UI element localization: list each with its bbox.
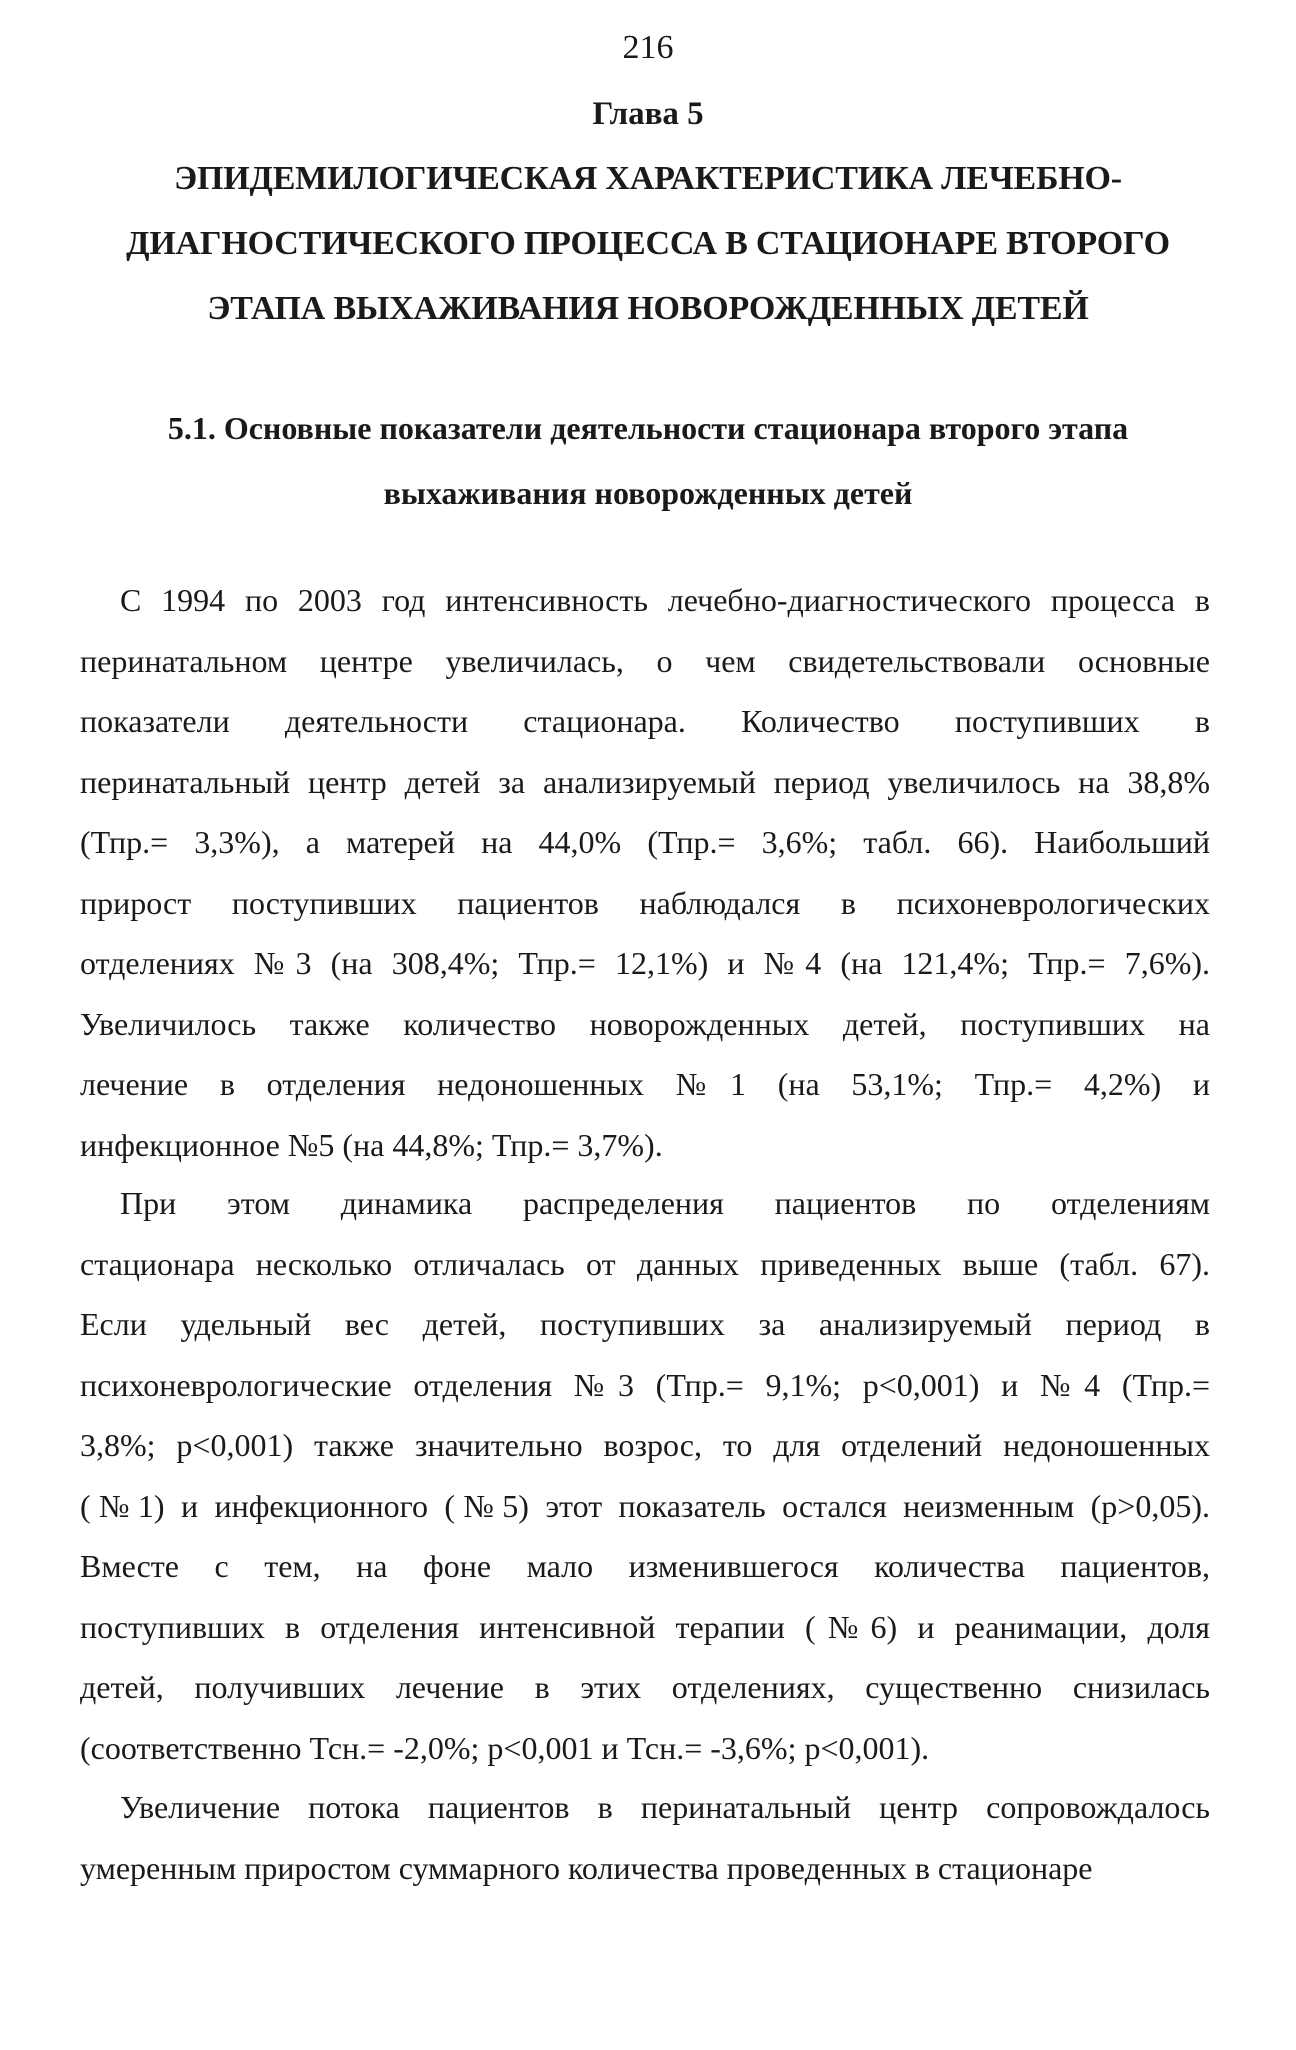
text-line: поступивших в отделения интенсивной терапии (№6) и реанимации, доля: [80, 1608, 1210, 1645]
page-number: 216: [622, 29, 674, 66]
text-line: (соответственно Тсн.= -2,0%; p<0,001 и Тсн.= -3,6%; p<0,001).: [80, 1729, 930, 1766]
paragraph-2: [80, 1173, 1210, 1778]
paragraph-3: [80, 1777, 1210, 1898]
text-line: Вместе с тем, на фоне мало изменившегося количества пациентов,: [80, 1548, 1210, 1584]
text-line: психоневрологические отделения №3 (Тпр.= 9,1%; p<0,001) и №4 (Тпр.=: [80, 1366, 1210, 1403]
text-line: лечение в отделения недоношенных №1 (на 53,1%; Тпр.= 4,2%) и: [80, 1066, 1210, 1102]
section-title-line: выхаживания новорожденных детей: [383, 475, 913, 511]
chapter-title: [80, 146, 1216, 341]
text-line: (Тпр.= 3,3%), а матерей на 44,0% (Тпр.= 3,6%; табл. 66). Наибольший: [80, 824, 1210, 860]
chapter-label: Глава 5: [592, 96, 704, 132]
text-line: стационара несколько отличалась от данных приведенных выше (табл. 67).: [80, 1245, 1210, 1282]
text-line: перинатальном центре увеличилась, о чем свидетельствовали основные: [80, 642, 1210, 679]
text-line: детей, получивших лечение в этих отделениях, существенно снизилась: [80, 1669, 1210, 1705]
text-line: С 1994 по 2003 год интенсивность лечебно-диагностического процесса в: [120, 582, 1210, 618]
text-line: отделениях №3 (на 308,4%; Тпр.= 12,1%) и №4 (на 121,4%; Тпр.= 7,6%).: [80, 945, 1210, 981]
section-title: [80, 396, 1216, 526]
chapter-title-line: ЭТАПА ВЫХАЖИВАНИЯ НОВОРОЖДЕННЫХ ДЕТЕЙ: [207, 290, 1089, 327]
text-line: Увеличилось также количество новорожденных детей, поступивших на: [80, 1005, 1210, 1042]
text-line: Если удельный вес детей, поступивших за анализируемый период в: [80, 1306, 1210, 1342]
section-title-line: 5.1. Основные показатели деятельности стационара второго этапа: [167, 410, 1129, 446]
text-line: 3,8%; p<0,001) также значительно возрос, то для отделений недоношенных: [80, 1427, 1210, 1463]
text-line: прирост поступивших пациентов наблюдался в психоневрологических: [80, 884, 1210, 921]
text-line: Увеличение потока пациентов в перинатальный центр сопровождалось: [120, 1789, 1210, 1825]
paragraph-1: [80, 570, 1210, 1175]
text-line: умеренным приростом суммарного количества проведенных в стационаре: [80, 1849, 1093, 1886]
text-line: (№1) и инфекционного (№5) этот показатель остался неизменным (p>0,05).: [80, 1487, 1210, 1524]
text-line: инфекционное №5 (на 44,8%; Тпр.= 3,7%).: [80, 1126, 663, 1163]
chapter-title-line: ДИАГНОСТИЧЕСКОГО ПРОЦЕССА В СТАЦИОНАРЕ ВТОРОГО: [126, 225, 1170, 262]
text-line: перинатальный центр детей за анализируемый период увеличилось на 38,8%: [80, 763, 1210, 800]
chapter-title-line: ЭПИДЕМИЛОГИЧЕСКАЯ ХАРАКТЕРИСТИКА ЛЕЧЕБНО-: [174, 160, 1122, 197]
text-line: При этом динамика распределения пациентов по отделениям: [120, 1185, 1210, 1221]
text-line: показатели деятельности стационара. Количество поступивших в: [80, 703, 1210, 739]
